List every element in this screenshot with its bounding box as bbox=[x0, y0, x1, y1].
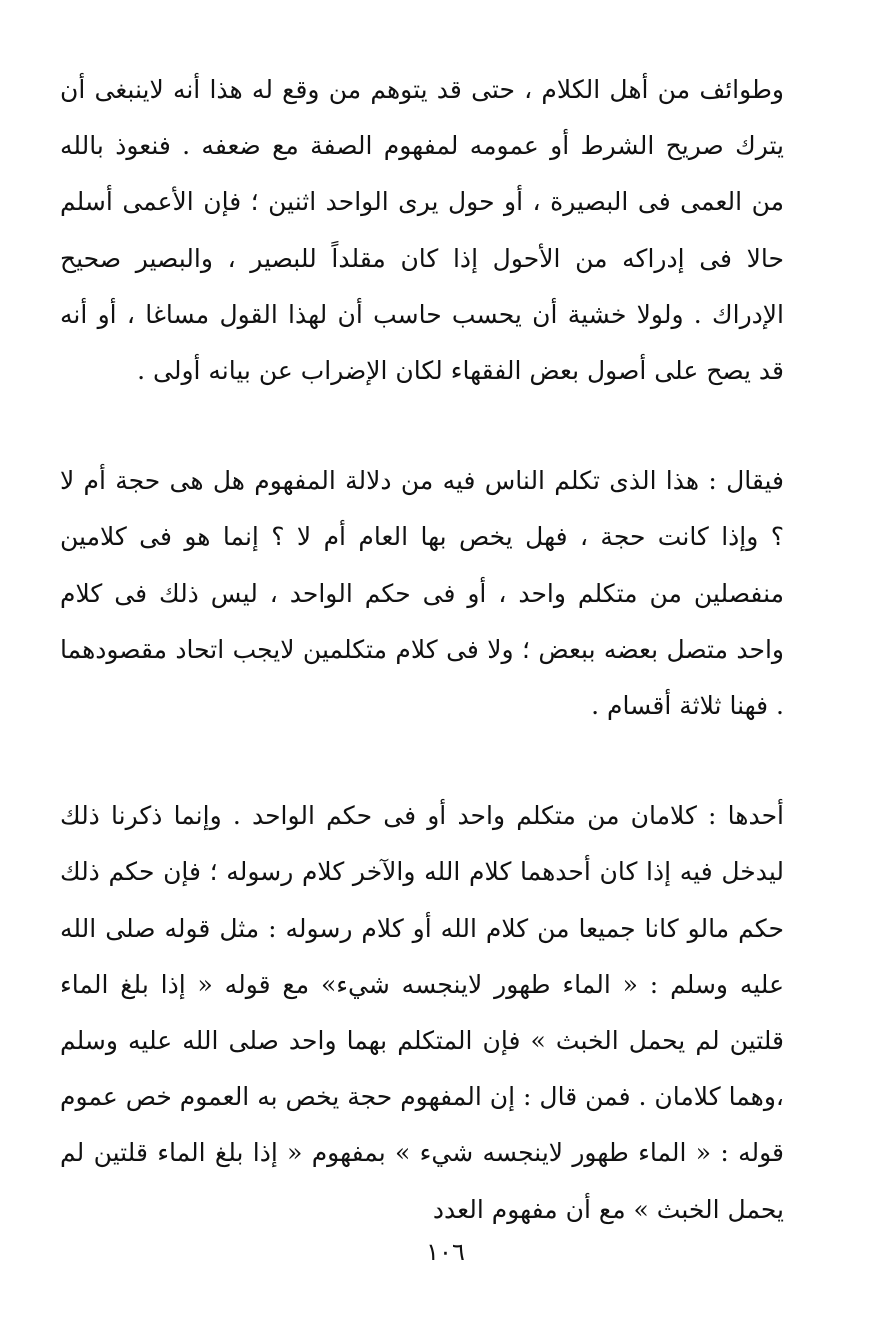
paragraph-1: وطوائف من أهل الكلام ، حتى قد يتوهم من وقع له هذا أنه لاينبغى أن يترك صريح الشرط أو عمومه لمفهوم الصفة مع ضعفه . فنعوذ بالله من العمى فى البصيرة ، أو حول يرى الواحد اثنين ؛ فإن الأعمى أسلم حالا فى إدراكه من الأحول إذا كان مقلداً للبصير ، والبصير صحيح الإدراك . ولولا خشية أن يحسب حاسب أن لهذا القول مساغا ، أو أنه قد يصح على أصول بعض الفقهاء لكان الإضراب عن بيانه أولى . bbox=[60, 75, 784, 386]
paragraph-2: فيقال : هذا الذى تكلم الناس فيه من دلالة المفهوم هل هى حجة أم لا ؟ وإذا كانت حجة ، فهل يخص بها العام أم لا ؟ إنما هو فى كلامين منفصلين من متكلم واحد ، أو فى حكم الواحد ، ليس ذلك فى كلام واحد متصل بعضه ببعض ؛ ولا فى كلام متكلمين لايجب اتحاد مقصودهما . فهنا ثلاثة أقسام . bbox=[60, 466, 784, 721]
page-number: ١٠٦ bbox=[426, 1238, 465, 1266]
paragraph-3: أحدها : كلامان من متكلم واحد أو فى حكم الواحد . وإنما ذكرنا ذلك ليدخل فيه إذا كان أحدهما كلام الله والآخر كلام رسوله ؛ فإن حكم ذلك حكم مالو كانا جميعا من كلام الله أو كلام رسوله : مثل قوله صلى الله عليه وسلم : « الماء طهور لاينجسه شيء» مع قوله « إذا بلغ الماء قلتين لم يحمل الخبث » فإن المتكلم بهما واحد صلى الله عليه وسلم ،وهما كلامان . فمن قال : إن المفهوم حجة يخص به العموم خص عموم قوله : « الماء طهور لاينجسه شيء » بمفهوم « إذا بلغ الماء قلتين لم يحمل الخبث » مع أن مفهوم العدد bbox=[60, 801, 784, 1224]
page-body bbox=[60, 62, 784, 1238]
